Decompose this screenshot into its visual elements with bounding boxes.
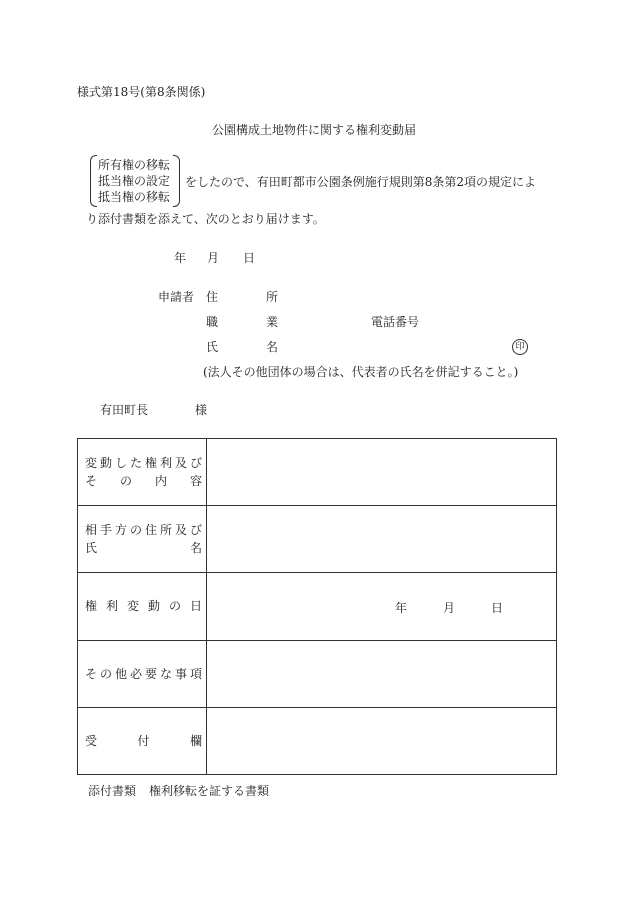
intro-text-line1: をしたので、有田町都市公園条例施行規則第8条第2項の規定によ — [185, 175, 537, 189]
addressee-honorific: 様 — [195, 403, 208, 417]
occupation-label-2: 業 — [266, 315, 279, 329]
row-label-line: その内容 — [85, 474, 202, 489]
corporate-note: (法人その他団体の場合は、代表者の氏名を併記すること。) — [203, 365, 519, 379]
table-row — [78, 640, 557, 707]
row-label-line: 相手方の住所及び — [85, 523, 202, 538]
table-row — [78, 506, 557, 573]
attachment-label: 添付書類 — [88, 784, 137, 798]
document-title: 公園構成土地物件に関する権利変動届 — [212, 123, 417, 137]
phone-label: 電話番号 — [371, 315, 420, 329]
row-label-line: 変動した権利及び — [85, 456, 202, 471]
row-label-line: 受付欄 — [85, 733, 202, 748]
applicant-label: 申請者 — [158, 290, 195, 304]
address-label-1: 住 — [206, 290, 219, 304]
form-number: 様式第18号(第8条関係) — [77, 85, 206, 99]
row-label-other-matters — [78, 640, 207, 707]
option-list — [98, 157, 170, 205]
change-date-day: 日 — [491, 601, 504, 616]
date-day: 日 — [243, 251, 256, 265]
addressee-name: 有田町長 — [100, 403, 149, 417]
option-mortgage-transfer: 抵当権の移転 — [98, 190, 171, 204]
date-month: 月 — [207, 251, 220, 265]
seal-mark: 印 — [512, 339, 528, 355]
row-value-changed-right[interactable] — [207, 439, 557, 506]
row-value-change-date[interactable] — [207, 573, 557, 640]
row-label-line: 権利変動の日 — [85, 599, 202, 614]
name-label-2: 名 — [266, 340, 279, 354]
right-bracket — [173, 155, 180, 207]
row-label-changed-right — [78, 439, 207, 506]
option-mortgage-setting: 抵当権の設定 — [98, 174, 171, 188]
row-value-other-matters[interactable] — [207, 640, 557, 707]
table-row — [78, 573, 557, 640]
row-value-reception — [207, 707, 557, 774]
row-label-counterparty — [78, 506, 207, 573]
left-bracket — [90, 155, 97, 207]
row-value-counterparty[interactable] — [207, 506, 557, 573]
form-table — [77, 438, 557, 775]
row-label-change-date — [78, 573, 207, 640]
intro-text-line2: り添付書類を添えて、次のとおり届けます。 — [86, 212, 325, 226]
change-date-month: 月 — [443, 601, 456, 616]
occupation-label-1: 職 — [206, 315, 219, 329]
date-year: 年 — [174, 251, 187, 265]
row-label-line: その他必要な事項 — [85, 666, 202, 681]
option-ownership-transfer: 所有権の移転 — [98, 158, 171, 172]
right-type-options — [90, 155, 180, 205]
row-label-reception — [78, 707, 207, 774]
attachment-text: 権利移転を証する書類 — [149, 784, 270, 798]
change-date-year: 年 — [395, 601, 408, 616]
row-label-line: 氏名 — [85, 541, 202, 556]
table-row — [78, 707, 557, 774]
address-label-2: 所 — [266, 290, 279, 304]
table-row — [78, 439, 557, 506]
name-label-1: 氏 — [206, 340, 219, 354]
